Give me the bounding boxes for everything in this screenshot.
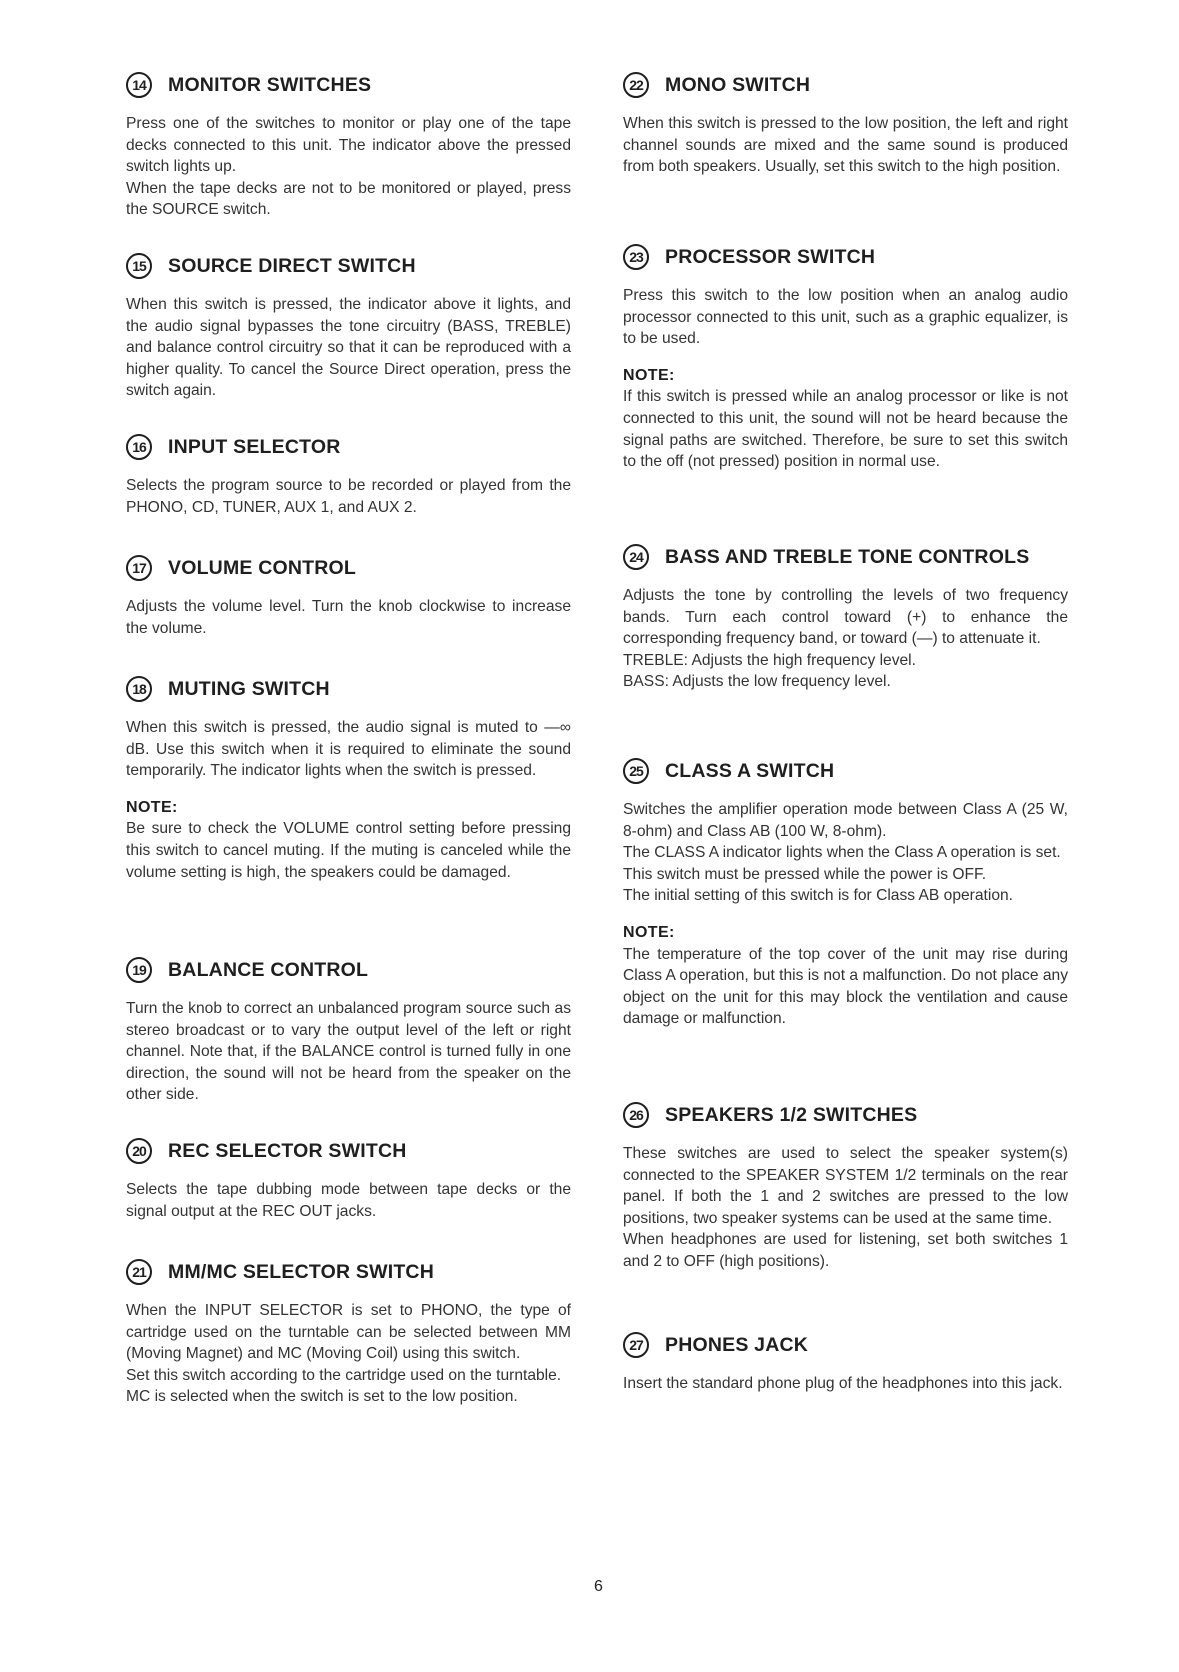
section-class-a-switch: [623, 756, 1068, 1030]
section-muting-switch: [126, 674, 571, 883]
section-paragraph: Press one of the switches to monitor or play one of the tape decks connected to this unit. The indicator above the pressed switch lights up.: [126, 115, 571, 176]
section-number-badge: 20: [126, 1138, 152, 1164]
section-paragraph: Adjusts the tone by controlling the levels of two frequency bands. Turn each control toward (+) to enhance the corresponding frequency band, or toward (—) to attenuate it.: [623, 587, 1068, 648]
section-balance-control: [126, 955, 571, 1106]
section-paragraph: When the INPUT SELECTOR is set to PHONO, the type of cartridge used on the turntable can be selected between MM (Moving Magnet) and MC (Moving Coil) using this switch.: [126, 1302, 571, 1363]
section-title: INPUT SELECTOR: [168, 435, 341, 458]
section-paragraph: When this switch is pressed, the indicator above it lights, and the audio signal bypasses the tone circuitry (BASS, TREBLE) and balance control circuitry so that it can be reproduced with a higher quality. To cancel the Source Direct operation, press the switch again.: [126, 296, 571, 400]
note-paragraph: The temperature of the top cover of the unit may rise during Class A operation, but this is not a malfunction. Do not place any object on the unit for this may block the ventilation and cause damage or malfunction.: [623, 945, 1068, 1028]
section-title: MM/MC SELECTOR SWITCH: [168, 1260, 434, 1283]
section-processor-switch: [623, 242, 1068, 473]
note-heading: NOTE:: [623, 366, 675, 384]
section-title: PROCESSOR SWITCH: [665, 245, 876, 268]
section-paragraph: Insert the standard phone plug of the headphones into this jack.: [623, 1375, 1063, 1392]
section-title: MUTING SWITCH: [168, 677, 330, 700]
note-heading: NOTE:: [623, 923, 675, 941]
section-paragraph: Adjusts the volume level. Turn the knob clockwise to increase the volume.: [126, 598, 571, 637]
section-speakers-switches: [623, 1100, 1068, 1273]
section-paragraph: When this switch is pressed, the audio signal is muted to —∞ dB. Use this switch when it is required to eliminate the sound temporarily. The indicator lights when the switch is pressed.: [126, 719, 571, 780]
section-phones-jack: [623, 1330, 1068, 1395]
section-title: CLASS A SWITCH: [665, 759, 835, 782]
section-paragraph: Selects the tape dubbing mode between tape decks or the signal output at the REC OUT jacks.: [126, 1181, 571, 1220]
section-source-direct-switch: [126, 251, 571, 402]
section-bass-treble-tone-controls: [623, 542, 1068, 693]
section-title: SPEAKERS 1/2 SWITCHES: [665, 1103, 918, 1126]
section-number-badge: 21: [126, 1259, 152, 1285]
section-paragraph: BASS: Adjusts the low frequency level.: [623, 673, 891, 691]
section-title: BALANCE CONTROL: [168, 958, 369, 981]
section-paragraph: Set this switch according to the cartridge used on the turntable.: [126, 1366, 562, 1384]
section-paragraph: Switches the amplifier operation mode between Class A (25 W, 8-ohm) and Class AB (100 W, 8-ohm).: [623, 801, 1068, 840]
section-title: REC SELECTOR SWITCH: [168, 1139, 407, 1162]
section-number-badge: 24: [623, 544, 649, 570]
section-input-selector: [126, 432, 571, 518]
section-paragraph: These switches are used to select the speaker system(s) connected to the SPEAKER SYSTEM 1/2 terminals on the rear panel. If both the 1 and 2 switches are pressed to the low positions, two speaker systems can be used at the same time.: [623, 1145, 1068, 1227]
section-number-badge: 22: [623, 72, 649, 98]
section-number-badge: 25: [623, 758, 649, 784]
note-paragraph: Be sure to check the VOLUME control setting before pressing this switch to cancel muting. If the muting is canceled while the volume setting is high, the speakers could be damaged.: [126, 820, 571, 881]
section-number-badge: 23: [623, 244, 649, 270]
section-paragraph: This switch must be pressed while the power is OFF.: [623, 865, 987, 883]
section-title: VOLUME CONTROL: [168, 556, 357, 579]
note-paragraph: If this switch is pressed while an analog processor or like is not connected to this unit, the sound will not be heard because the signal paths are switched. Therefore, be sure to set this switch to the off (not pressed) position in normal use.: [623, 388, 1068, 471]
section-paragraph: MC is selected when the switch is set to the low position.: [126, 1388, 518, 1406]
section-paragraph: When headphones are used for listening, set both switches 1 and 2 to OFF (high positions).: [623, 1231, 1068, 1270]
note-heading: NOTE:: [126, 798, 178, 816]
section-number-badge: 18: [126, 676, 152, 702]
section-number-badge: 17: [126, 555, 152, 581]
section-paragraph: Selects the program source to be recorded or played from the PHONO, CD, TUNER, AUX 1, and AUX 2.: [126, 477, 571, 516]
section-title: BASS AND TREBLE TONE CONTROLS: [665, 545, 1030, 568]
section-number-badge: 14: [126, 72, 152, 98]
page-number: 6: [594, 1578, 603, 1595]
section-paragraph: When the tape decks are not to be monitored or played, press the SOURCE switch.: [126, 179, 571, 219]
section-mm-mc-selector-switch: [126, 1257, 571, 1408]
section-number-badge: 15: [126, 253, 152, 279]
section-title: SOURCE DIRECT SWITCH: [168, 254, 416, 277]
section-paragraph: Press this switch to the low position when an analog audio processor connected to this unit, such as a graphic equalizer, is to be used.: [623, 287, 1068, 348]
section-paragraph: The CLASS A indicator lights when the Class A operation is set.: [623, 844, 1061, 862]
section-monitor-switches: [126, 70, 571, 221]
section-title: MONO SWITCH: [665, 73, 811, 96]
section-paragraph: Turn the knob to correct an unbalanced program source such as stereo broadcast or to vary the output level of the left or right channel. Note that, if the BALANCE control is turned fully in one direction, the sound will not be heard from the speaker on the other side.: [126, 1000, 571, 1104]
section-number-badge: 19: [126, 957, 152, 983]
section-paragraph: The initial setting of this switch is for Class AB operation.: [623, 887, 1014, 905]
section-paragraph: When this switch is pressed to the low position, the left and right channel sounds are mixed and the same sound is produced from both speakers. Usually, set this switch to the high position.: [623, 115, 1068, 176]
section-number-badge: 16: [126, 434, 152, 460]
section-number-badge: 26: [623, 1102, 649, 1128]
section-volume-control: [126, 553, 571, 639]
section-rec-selector-switch: [126, 1136, 571, 1222]
section-title: MONITOR SWITCHES: [168, 73, 372, 96]
section-title: PHONES JACK: [665, 1333, 809, 1356]
section-paragraph: TREBLE: Adjusts the high frequency level.: [623, 651, 916, 669]
section-number-badge: 27: [623, 1332, 649, 1358]
section-mono-switch: [623, 70, 1068, 178]
